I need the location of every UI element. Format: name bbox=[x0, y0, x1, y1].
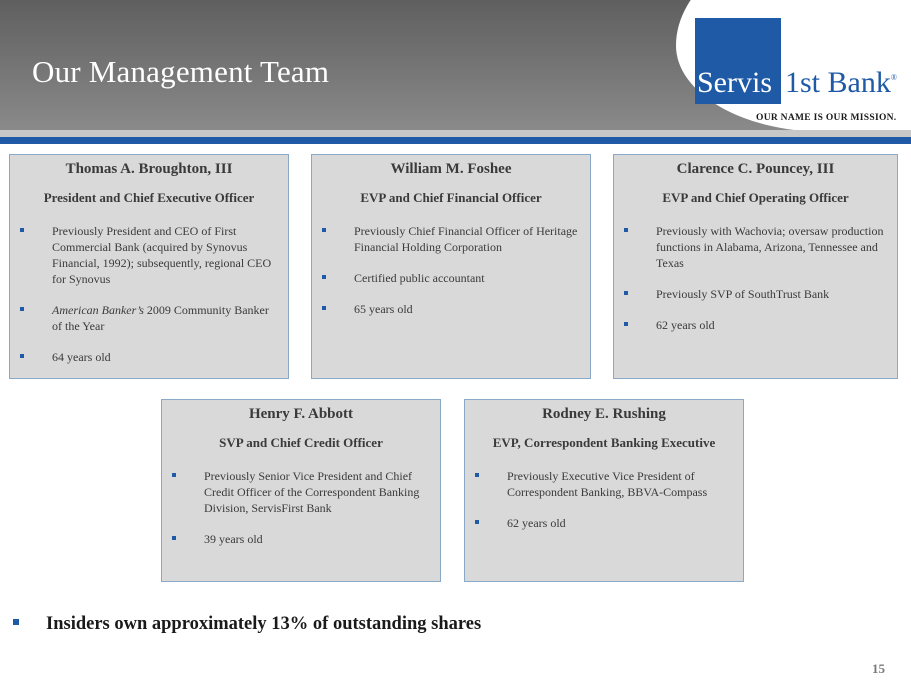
bullet-square-icon bbox=[475, 520, 479, 524]
bullet-item bbox=[322, 270, 582, 286]
team-card-pouncey bbox=[613, 154, 898, 379]
member-bullets bbox=[322, 223, 582, 332]
bullet-item bbox=[624, 286, 889, 302]
member-name: Henry F. Abbott bbox=[248, 406, 354, 422]
bullet-square-icon bbox=[322, 275, 326, 279]
member-name: Clarence C. Pouncey, III bbox=[676, 161, 835, 177]
bullet-text: 64 years old bbox=[52, 350, 111, 364]
bullet-item bbox=[20, 349, 280, 365]
logo-bank-name: 1st Bank bbox=[785, 66, 891, 99]
bullet-text: Previously SVP of SouthTrust Bank bbox=[656, 287, 830, 301]
insider-ownership-note bbox=[13, 614, 481, 635]
bullet-text: Previously Executive Vice President of Correspondent Banking, BBVA-Compass bbox=[507, 469, 708, 499]
member-bullets bbox=[475, 468, 735, 546]
header-divider-gray bbox=[0, 130, 911, 137]
team-card-abbott bbox=[161, 399, 441, 582]
member-role: EVP and Chief Financial Officer bbox=[360, 190, 542, 205]
bullet-square-icon bbox=[624, 322, 628, 326]
member-name: William M. Foshee bbox=[390, 161, 512, 177]
bullet-text: 2009 Community Banker of the Year bbox=[52, 303, 269, 333]
member-bullets bbox=[624, 223, 889, 348]
page-title: Our Management Team bbox=[32, 54, 330, 89]
logo-tagline: OUR NAME IS OUR MISSION. bbox=[756, 113, 897, 123]
member-bullets bbox=[20, 223, 280, 380]
bullet-text: Previously President and CEO of First Commercial Bank (acquired by Synovus Financial, 1992); subsequently, regional CEO for Synovus bbox=[52, 224, 272, 286]
bullet-text: 65 years old bbox=[354, 302, 413, 316]
bullet-item bbox=[475, 468, 735, 500]
bullet-item bbox=[475, 515, 735, 531]
member-role: EVP, Correspondent Banking Executive bbox=[492, 435, 716, 450]
team-card-broughton bbox=[9, 154, 289, 379]
header-divider-blue bbox=[0, 137, 911, 144]
member-role: EVP and Chief Operating Officer bbox=[662, 190, 849, 205]
bullet-item bbox=[624, 223, 889, 271]
bullet-text: Previously with Wachovia; oversaw production functions in Alabama, Arizona, Tennessee and Texas bbox=[656, 224, 884, 270]
bullet-item bbox=[624, 317, 889, 333]
logo-bank-text bbox=[785, 68, 897, 98]
bullet-item bbox=[20, 223, 280, 287]
bullet-text: Certified public accountant bbox=[354, 271, 485, 285]
bullet-text: 62 years old bbox=[507, 516, 566, 530]
bullet-item bbox=[20, 302, 280, 334]
bullet-square-icon bbox=[322, 306, 326, 310]
bullet-square-icon bbox=[475, 473, 479, 477]
bullet-italic-text: American Banker’s bbox=[52, 303, 144, 317]
team-card-rushing bbox=[464, 399, 744, 582]
bullet-item bbox=[322, 223, 582, 255]
bullet-square-icon bbox=[20, 228, 24, 232]
member-name: Rodney E. Rushing bbox=[542, 406, 666, 422]
bullet-text: Previously Senior Vice President and Chief Credit Officer of the Correspondent Banking Division, ServisFirst Bank bbox=[204, 469, 420, 515]
bullet-square-icon bbox=[624, 291, 628, 295]
bullet-text: Previously Chief Financial Officer of Heritage Financial Holding Corporation bbox=[354, 224, 578, 254]
registered-mark: ® bbox=[890, 73, 897, 82]
bullet-text: 39 years old bbox=[204, 532, 263, 546]
member-name: Thomas A. Broughton, III bbox=[65, 161, 233, 177]
team-card-foshee bbox=[311, 154, 591, 379]
bullet-square-icon bbox=[624, 228, 628, 232]
member-role: President and Chief Executive Officer bbox=[43, 190, 255, 205]
bullet-square-icon bbox=[322, 228, 326, 232]
member-role: SVP and Chief Credit Officer bbox=[219, 435, 383, 450]
bullet-text: 62 years old bbox=[656, 318, 715, 332]
bullet-item bbox=[172, 531, 432, 547]
bullet-item bbox=[322, 301, 582, 317]
bullet-square-icon bbox=[20, 307, 24, 311]
member-bullets bbox=[172, 468, 432, 562]
bullet-square-icon bbox=[13, 619, 19, 625]
page-number: 15 bbox=[872, 661, 885, 676]
insider-text: Insiders own approximately 13% of outstanding shares bbox=[46, 614, 482, 634]
bullet-item bbox=[172, 468, 432, 516]
bullet-square-icon bbox=[172, 536, 176, 540]
bullet-square-icon bbox=[20, 354, 24, 358]
bullet-square-icon bbox=[172, 473, 176, 477]
logo-servis-text: Servis bbox=[697, 66, 772, 99]
